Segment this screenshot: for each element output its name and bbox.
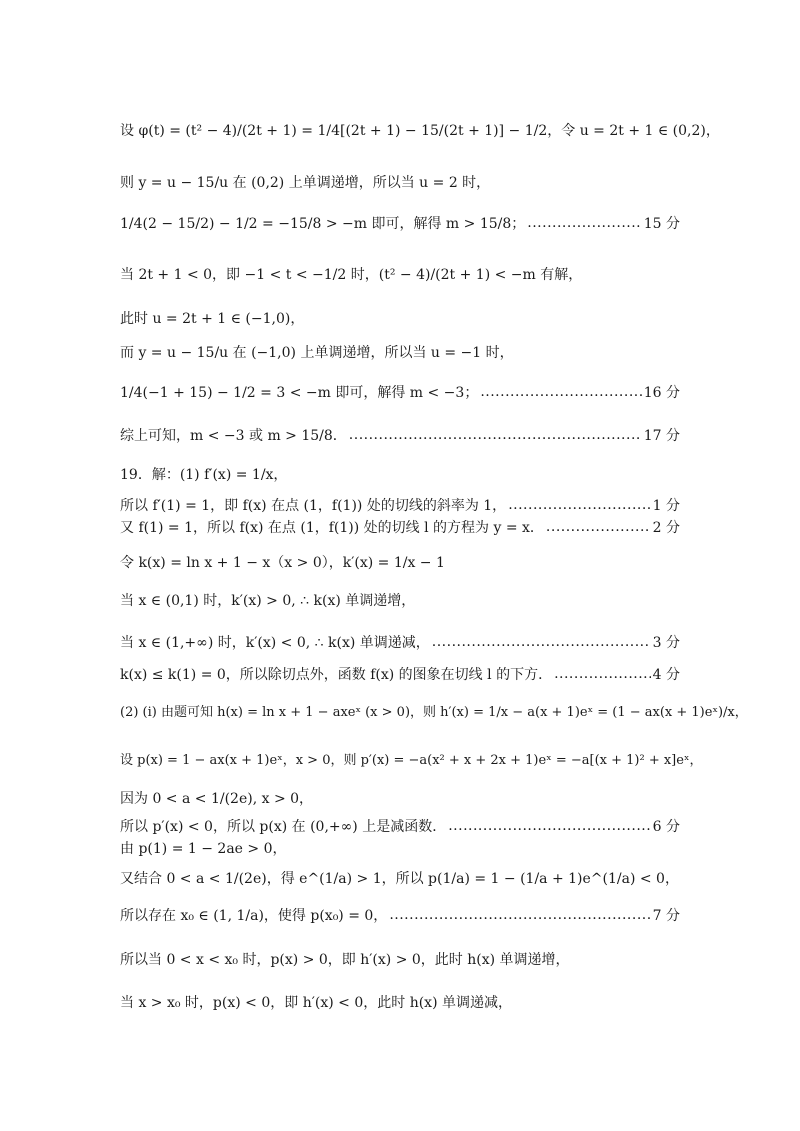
solution-line [120, 893, 680, 937]
line-text: 当 x ∈ (1,+∞) 时，k′(x) < 0, ∴ k(x) 单调递减， [120, 635, 430, 651]
line-text: (2) (i) 由题可知 h(x) = ln x + 1 − axeˣ (x > 0)，则 h′(x) = 1/x − a(x + 1)eˣ = (1 − ax(x + 1)eˣ)/x， [120, 704, 748, 720]
line-text: 设 φ(t) = (t² − 4)/(2t + 1) = 1/4[(2t + 1) − 15/(2t + 1)] − 1/2，令 u = 2t + 1 ∈ (0,2)， [120, 123, 720, 139]
line-text: 又 f(1) = 1，所以 f(x) 在点 (1，f(1)) 处的切线 l 的方程为 y = x． [120, 520, 544, 536]
dot-leader [554, 666, 651, 682]
dot-leader [546, 519, 651, 535]
score-mark: 3 分 [652, 635, 680, 651]
line-text: 此时 u = 2t + 1 ∈ (−1,0)， [120, 311, 305, 327]
solution-line [120, 160, 680, 204]
solution-line [120, 201, 680, 245]
line-text: 由 p(1) = 1 − 2ae > 0， [120, 841, 287, 857]
solution-line [120, 413, 680, 457]
solution-line [120, 980, 680, 1024]
dot-leader [389, 907, 650, 923]
line-text: 1/4(2 − 15/2) − 1/2 = −15/8 > −m 即可，解得 m > 15/8； [120, 216, 526, 232]
score-mark: 2 分 [652, 520, 680, 536]
score-mark: 6 分 [652, 819, 680, 835]
dot-leader [349, 427, 642, 443]
dot-leader [480, 384, 641, 400]
line-text: 而 y = u − 15/u 在 (−1,0) 上单调递增，所以当 u = −1 时， [120, 345, 514, 361]
line-text: 1/4(−1 + 15) − 1/2 = 3 < −m 即可，解得 m < −3； [120, 385, 479, 401]
solution-line [120, 937, 680, 981]
line-text: 当 x > x₀ 时，p(x) < 0，即 h′(x) < 0，此时 h(x) 单调递减， [120, 995, 512, 1011]
line-text: 19．解：(1) f′(x) = 1/x， [120, 467, 288, 483]
line-text: 当 x ∈ (0,1) 时，k′(x) > 0, ∴ k(x) 单调递增， [120, 593, 416, 609]
solution-line [120, 688, 748, 732]
line-text: k(x) ≤ k(1) = 0，所以除切点外，函数 f(x) 的图象在切线 l 的下方． [120, 667, 553, 683]
line-text: 所以存在 x₀ ∈ (1, 1/a)，使得 p(x₀) = 0， [120, 908, 388, 924]
score-mark: 4 分 [652, 667, 680, 683]
line-text: 当 2t + 1 < 0，即 −1 < t < −1/2 时，(t² − 4)/(2t + 1) < −m 有解， [120, 267, 583, 283]
solution-line [120, 578, 680, 622]
solution-line [120, 736, 703, 780]
line-text: 又结合 0 < a < 1/(2e)，得 e^(1/a) > 1，所以 p(1/a) = 1 − (1/a + 1)e^(1/a) < 0， [120, 871, 679, 887]
line-text: 则 y = u − 15/u 在 (0,2) 上单调递增，所以当 u = 2 时， [120, 175, 491, 191]
score-mark: 7 分 [652, 908, 680, 924]
line-text: 所以 f′(1) = 1，即 f(x) 在点 (1，f(1)) 处的切线的斜率为 1， [120, 498, 507, 514]
line-text: 因为 0 < a < 1/(2e), x > 0， [120, 791, 314, 807]
line-text: 综上可知，m < −3 或 m > 15/8． [120, 428, 347, 444]
solution-line [120, 330, 680, 374]
line-text: 设 p(x) = 1 − ax(x + 1)eˣ，x > 0，则 p′(x) = −a(x² + x + 2x + 1)eˣ = −a[(x + 1)² + x]eˣ， [120, 752, 703, 768]
solution-line [120, 370, 680, 414]
solution-line [120, 252, 680, 296]
solution-line [120, 108, 720, 152]
line-text: 令 k(x) = ln x + 1 − x（x > 0），k′(x) = 1/x − 1 [120, 555, 445, 571]
score-mark: 15 分 [643, 216, 680, 232]
score-mark: 17 分 [643, 428, 680, 444]
line-text: 所以当 0 < x < x₀ 时，p(x) > 0，即 h′(x) > 0，此时 h(x) 单调递增， [120, 952, 570, 968]
score-mark: 16 分 [643, 385, 680, 401]
dot-leader [527, 215, 641, 231]
line-text: 所以 p′(x) < 0，所以 p(x) 在 (0,+∞) 上是减函数． [120, 819, 447, 835]
score-mark: 1 分 [652, 498, 680, 514]
dot-leader [432, 634, 651, 650]
